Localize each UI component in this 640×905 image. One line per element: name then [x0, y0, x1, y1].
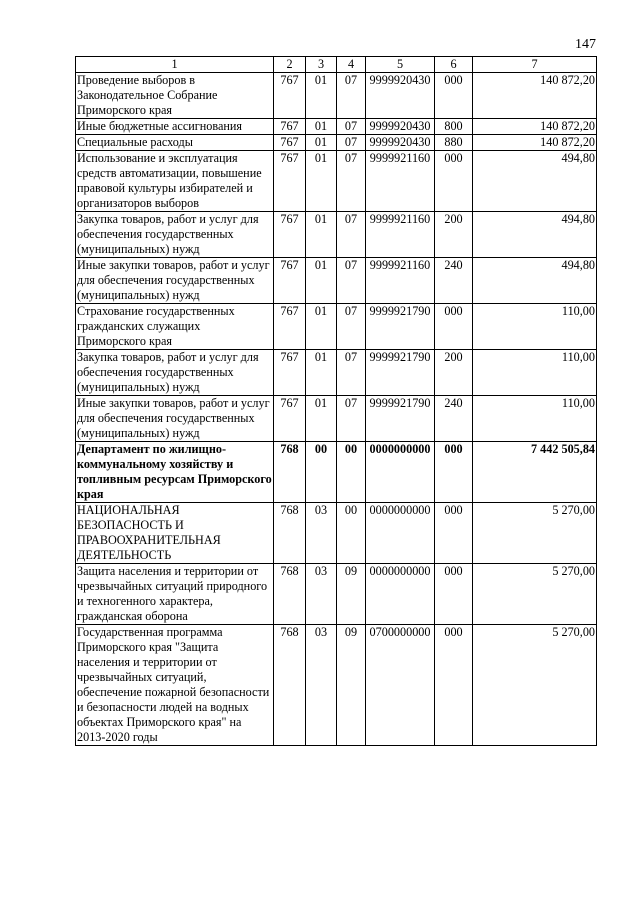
code-target-article: 9999921790 — [366, 396, 435, 442]
code-target-article: 9999921790 — [366, 350, 435, 396]
table-row — [76, 151, 597, 212]
code-ministry: 768 — [274, 564, 306, 625]
item-name: Страхование государственных гражданских служащих Приморского края — [76, 304, 274, 350]
code-subsection: 09 — [337, 625, 366, 746]
code-section: 01 — [306, 212, 337, 258]
amount: 110,00 — [473, 396, 597, 442]
code-ministry: 767 — [274, 212, 306, 258]
item-name: Закупка товаров, работ и услуг для обеспечения государственных (муниципальных) нужд — [76, 350, 274, 396]
amount: 140 872,20 — [473, 73, 597, 119]
code-subsection: 07 — [337, 212, 366, 258]
code-section: 01 — [306, 73, 337, 119]
code-expense-type: 000 — [435, 625, 473, 746]
header-cell: 4 — [337, 57, 366, 73]
amount: 5 270,00 — [473, 503, 597, 564]
code-subsection: 00 — [337, 503, 366, 564]
amount: 140 872,20 — [473, 119, 597, 135]
code-subsection: 07 — [337, 396, 366, 442]
code-expense-type: 240 — [435, 396, 473, 442]
item-name: Использование и эксплуатация средств автоматизации, повышение правовой культуры избирателей и организаторов выборов — [76, 151, 274, 212]
code-ministry: 767 — [274, 304, 306, 350]
code-subsection: 07 — [337, 151, 366, 212]
code-target-article: 9999921160 — [366, 258, 435, 304]
code-target-article: 9999920430 — [366, 119, 435, 135]
amount: 5 270,00 — [473, 625, 597, 746]
table-row — [76, 442, 597, 503]
code-expense-type: 000 — [435, 503, 473, 564]
page-number: 147 — [575, 37, 596, 52]
item-name: Государственная программа Приморского края "Защита населения и территории от чрезвычайных ситуаций, обеспечение пожарной безопасности и безопасности людей на водных объектах Приморского края" на 2013-2020 годы — [76, 625, 274, 746]
code-expense-type: 240 — [435, 258, 473, 304]
code-section: 01 — [306, 258, 337, 304]
code-target-article: 9999921160 — [366, 212, 435, 258]
code-expense-type: 000 — [435, 73, 473, 119]
code-target-article: 0000000000 — [366, 503, 435, 564]
amount: 110,00 — [473, 350, 597, 396]
table-row — [76, 350, 597, 396]
code-target-article: 9999921790 — [366, 304, 435, 350]
amount: 140 872,20 — [473, 135, 597, 151]
code-target-article: 0000000000 — [366, 564, 435, 625]
code-expense-type: 800 — [435, 119, 473, 135]
amount: 7 442 505,84 — [473, 442, 597, 503]
header-cell: 1 — [76, 57, 274, 73]
code-expense-type: 000 — [435, 442, 473, 503]
amount: 5 270,00 — [473, 564, 597, 625]
table-row — [76, 73, 597, 119]
code-subsection: 07 — [337, 135, 366, 151]
code-section: 01 — [306, 151, 337, 212]
header-cell: 2 — [274, 57, 306, 73]
item-name: Департамент по жилищно-коммунальному хозяйству и топливным ресурсам Приморского края — [77, 442, 272, 501]
code-section: 03 — [306, 564, 337, 625]
amount: 494,80 — [473, 258, 597, 304]
code-target-article: 0700000000 — [366, 625, 435, 746]
budget-table — [75, 56, 597, 746]
code-ministry: 767 — [274, 135, 306, 151]
code-subsection: 09 — [337, 564, 366, 625]
code-section: 01 — [306, 396, 337, 442]
code-subsection: 00 — [337, 442, 366, 503]
code-target-article: 9999921160 — [366, 151, 435, 212]
code-ministry: 767 — [274, 151, 306, 212]
code-ministry: 768 — [274, 625, 306, 746]
header-cell: 5 — [366, 57, 435, 73]
code-expense-type: 000 — [435, 564, 473, 625]
table-row — [76, 625, 597, 746]
table-row — [76, 119, 597, 135]
item-name: Иные закупки товаров, работ и услуг для обеспечения государственных (муниципальных) нужд — [76, 396, 274, 442]
code-ministry: 768 — [274, 503, 306, 564]
header-cell: 6 — [435, 57, 473, 73]
code-expense-type: 200 — [435, 350, 473, 396]
item-name: Специальные расходы — [76, 135, 274, 151]
item-name: НАЦИОНАЛЬНАЯ БЕЗОПАСНОСТЬ И ПРАВООХРАНИТЕЛЬНАЯ ДЕЯТЕЛЬНОСТЬ — [76, 503, 274, 564]
code-section: 01 — [306, 135, 337, 151]
code-ministry: 767 — [274, 396, 306, 442]
code-expense-type: 880 — [435, 135, 473, 151]
item-name: Защита населения и территории от чрезвычайных ситуаций природного и техногенного характера, гражданская оборона — [76, 564, 274, 625]
amount: 494,80 — [473, 151, 597, 212]
code-subsection: 07 — [337, 73, 366, 119]
code-subsection: 07 — [337, 304, 366, 350]
header-row — [76, 57, 597, 73]
table-row — [76, 258, 597, 304]
code-subsection: 07 — [337, 350, 366, 396]
code-ministry: 767 — [274, 119, 306, 135]
table-row — [76, 212, 597, 258]
header-cell: 7 — [473, 57, 597, 73]
table-row — [76, 135, 597, 151]
table-row — [76, 503, 597, 564]
code-section: 01 — [306, 350, 337, 396]
code-section: 00 — [306, 442, 337, 503]
item-name: Иные бюджетные ассигнования — [76, 119, 274, 135]
code-ministry: 767 — [274, 73, 306, 119]
code-target-article: 9999920430 — [366, 135, 435, 151]
code-target-article: 0000000000 — [366, 442, 435, 503]
item-name: Закупка товаров, работ и услуг для обеспечения государственных (муниципальных) нужд — [76, 212, 274, 258]
code-expense-type: 000 — [435, 151, 473, 212]
code-ministry: 767 — [274, 350, 306, 396]
code-expense-type: 200 — [435, 212, 473, 258]
table-row — [76, 564, 597, 625]
code-expense-type: 000 — [435, 304, 473, 350]
code-ministry: 768 — [274, 442, 306, 503]
header-cell: 3 — [306, 57, 337, 73]
code-subsection: 07 — [337, 258, 366, 304]
code-target-article: 9999920430 — [366, 73, 435, 119]
amount: 110,00 — [473, 304, 597, 350]
code-subsection: 07 — [337, 119, 366, 135]
table-row — [76, 304, 597, 350]
code-section: 03 — [306, 503, 337, 564]
amount: 494,80 — [473, 212, 597, 258]
table-row — [76, 396, 597, 442]
item-name: Иные закупки товаров, работ и услуг для обеспечения государственных (муниципальных) нужд — [76, 258, 274, 304]
code-section: 01 — [306, 119, 337, 135]
item-name: Проведение выборов в Законодательное Собрание Приморского края — [76, 73, 274, 119]
code-ministry: 767 — [274, 258, 306, 304]
code-section: 03 — [306, 625, 337, 746]
code-section: 01 — [306, 304, 337, 350]
